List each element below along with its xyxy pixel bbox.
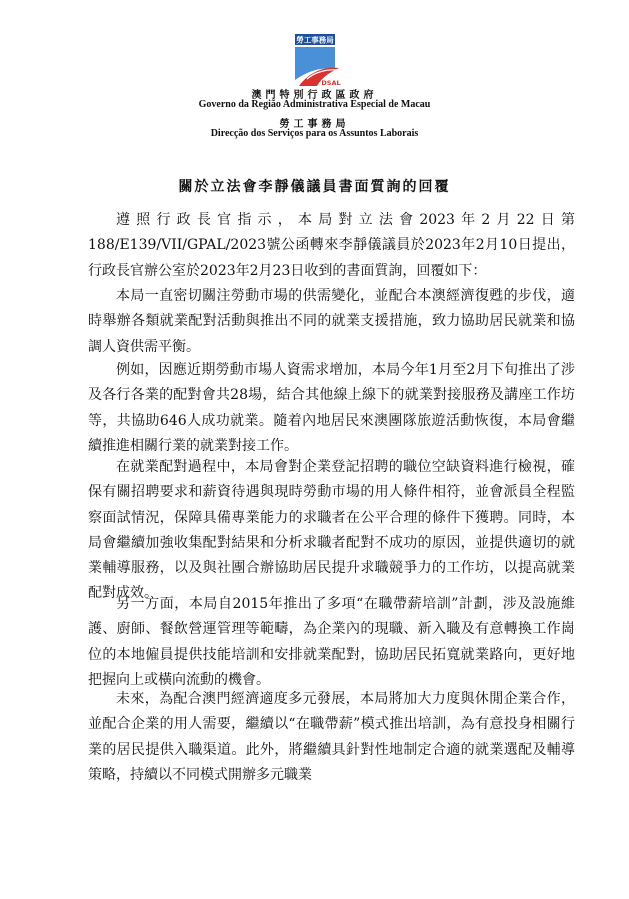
gov-name-zh: 澳門特別行政區政府 bbox=[251, 90, 378, 101]
paragraph-6: 未來，為配合澳門經濟適度多元發展，本局將加大力度與休閒企業合作，並配合企業的用人需要，繼續以“在職帶薪”模式推出培訓，為有意投身相關行業的居民提供入職渠道。此外，將繼續具針對性地制定合適的就業選配及輔導策略，持續以不同模式開辦多元職業 bbox=[88, 691, 575, 783]
paragraph-3: 例如，因應近期勞動市場人資需求增加，本局今年1月至2月下旬推出了涉及各行各業的配對會共28場，結合其他線上線下的就業對接服務及講座工作坊等，共協助646人成功就業。隨着內地居民來澳團隊旅遊活動恢復，本局會繼續推進相關行業的就業對接工作。 bbox=[88, 362, 575, 454]
paragraph-4: 在就業配對過程中，本局會對企業登記招聘的職位空缺資料進行檢視，確保有關招聘要求和薪資待遇與現時勞動市場的用人條件相符，並會派員全程監察面試情況，保障具備專業能力的求職者在公平合理的條件下獲聘。同時，本局會繼續加強收集配對結果和分析求職者配對不成功的原因，並提供適切的就業輔導服務，以及與社團合辦協助居民提升求職競爭力的工作坊，以提高就業配對成效。 bbox=[88, 459, 575, 602]
paragraph-5: 另一方面，本局自2015年推出了多項“在職帶薪培訓”計劃，涉及設施維護、廚師、餐飲營運管理等範疇，為企業內的現職、新入職及有意轉換工作崗位的本地僱員提供技能培訓和安排就業配對，協助居民拓寬就業路向，更好地把握向上或橫向流動的機會。 bbox=[88, 596, 575, 688]
logo-text: 勞工事務局 bbox=[296, 35, 334, 45]
dsal-logo bbox=[287, 32, 343, 88]
paragraph-1: 遵照行政長官指示，本局對立法會2023年2月22日第188/E139/VII/GPAL/2023號公函轉來李靜儀議員於2023年2月10日提出，行政長官辦公室於2023年2月23日收到的書面質詢，回覆如下： bbox=[88, 212, 575, 279]
gov-name-pt: Governo da Região Administrativa Especial de Macau bbox=[198, 99, 431, 110]
dept-name-zh: 勞工事務局 bbox=[279, 119, 350, 130]
logo-abbr: DSAL bbox=[321, 79, 341, 87]
dept-name-pt: Direcção dos Serviços para os Assuntos Laborais bbox=[210, 128, 419, 139]
paragraph-2: 本局一直密切關注勞動市場的供需變化，並配合本澳經濟復甦的步伐，適時舉辦各類就業配對活動與推出不同的就業支援措施，致力協助居民就業和協調人資供需平衡。 bbox=[88, 288, 575, 355]
document-title: 關於立法會李靜儀議員書面質詢的回覆 bbox=[178, 179, 451, 195]
